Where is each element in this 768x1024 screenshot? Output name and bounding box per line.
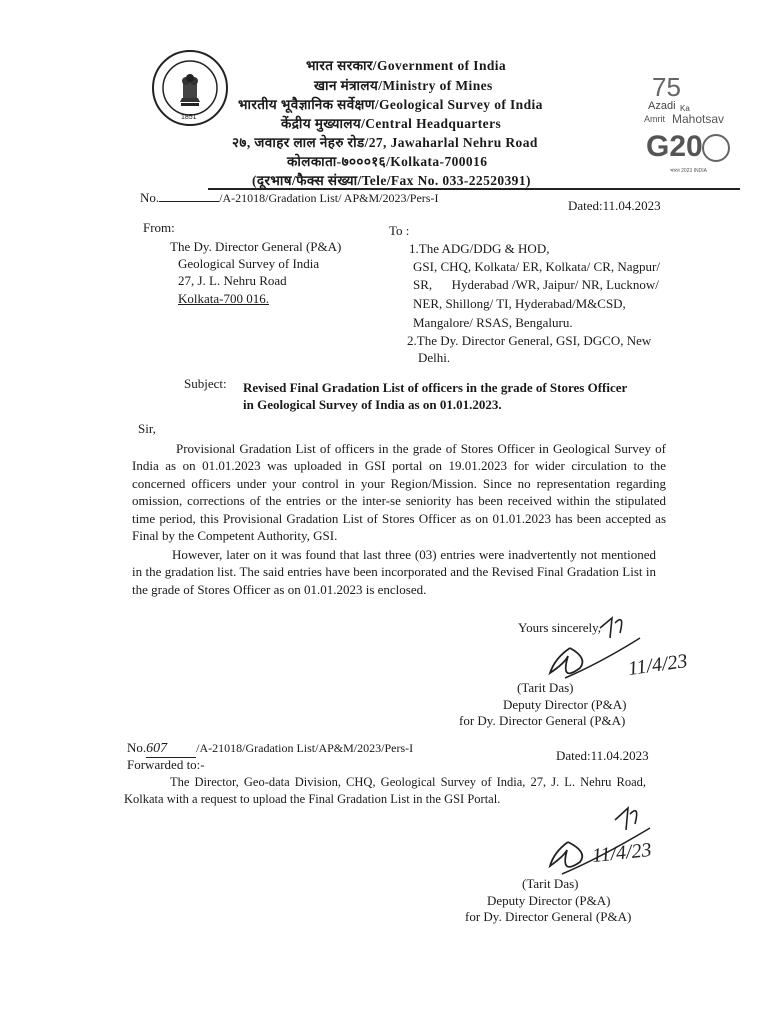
signature-1-designation: Deputy Director (P&A) bbox=[503, 697, 627, 712]
ref-dated-label: Dated: bbox=[568, 198, 603, 213]
ref-no-label: No. bbox=[140, 190, 160, 205]
forwarded-label: Forwarded to:- bbox=[127, 757, 205, 772]
to-line-7: Delhi. bbox=[418, 350, 451, 365]
header-line-6: कोलकाता-७०००१६/Kolkata-700016 bbox=[287, 154, 488, 169]
ref-number bbox=[140, 189, 438, 207]
g20-subtitle: भारत 2023 INDIA bbox=[670, 168, 707, 174]
from-line-1: The Dy. Director General (P&A) bbox=[170, 239, 342, 254]
to-line-2: GSI, CHQ, Kolkata/ ER, Kolkata/ CR, Nagpur/ bbox=[413, 259, 660, 274]
ref2-dated-label: Dated: bbox=[556, 748, 591, 763]
emblem-year: 1851 bbox=[181, 114, 197, 121]
to-line-1: 1.The ADG/DDG & HOD, bbox=[409, 241, 550, 256]
ref2-dated-value: 11.04.2023 bbox=[590, 748, 649, 763]
body-paragraph-2: However, later on it was found that last three (03) entries were inadvertently not mentioned in the gradation list. The said entries have been incorporated and the Revised Final Gradation List in the grade of Stores Officer as on 01.01.2023 is enclosed. bbox=[132, 547, 656, 597]
signature-1-date: 11/4/23 bbox=[626, 649, 689, 681]
header-line-1: भारत सरकार/Government of India bbox=[306, 58, 507, 73]
body-paragraph-1: Provisional Gradation List of officers in the grade of Stores Officer in Geological Survey of India as on 01.01.2023 was uploaded in GSI portal on 19.01.2023 for wider circulation to the concerned officers under your control in your Region/Mission. Since no representation regarding omission, corrections of the entries or the inter-se seniority has been received within the stipulated time period, this Provisional Gradation List of Stores Officer as on 01.01.2023 has been accepted as Final by the Competent Authority, GSI. bbox=[132, 441, 666, 544]
salutation: Sir, bbox=[138, 421, 156, 436]
subject-line-2: in Geological Survey of India as on 01.01.2023. bbox=[243, 397, 502, 412]
to-label: To : bbox=[389, 223, 410, 238]
from-line-2: Geological Survey of India bbox=[178, 256, 320, 271]
subject-label: Subject: bbox=[184, 376, 227, 391]
signature-2-name: (Tarit Das) bbox=[522, 876, 579, 891]
g20-logo: G20 bbox=[646, 130, 703, 163]
signature-1-for: for Dy. Director General (P&A) bbox=[459, 713, 626, 728]
ref-no-blank bbox=[159, 201, 219, 202]
azadi-g20-logos bbox=[640, 70, 750, 190]
to-line-5: Mangalore/ RSAS, Bengaluru. bbox=[413, 315, 573, 330]
subject-line-1: Revised Final Gradation List of officers in the grade of Stores Officer bbox=[243, 380, 628, 395]
signature-2-designation: Deputy Director (P&A) bbox=[487, 893, 611, 908]
from-line-3: 27, J. L. Nehru Road bbox=[178, 273, 287, 288]
azadi-mahotsav: Mahotsav bbox=[672, 112, 725, 126]
azadi-ka: Ka bbox=[680, 104, 690, 113]
header-line-3: भारतीय भूवैज्ञानिक सर्वेक्षण/Geological Survey of India bbox=[238, 97, 543, 112]
header-line-2: खान मंत्रालय/Ministry of Mines bbox=[314, 78, 493, 93]
g20-earth-icon bbox=[702, 134, 730, 162]
gsi-emblem-icon bbox=[150, 48, 230, 128]
header-line-4: केंद्रीय मुख्यालय/Central Headquarters bbox=[281, 116, 502, 131]
azadi-75-icon: 75 bbox=[652, 72, 681, 102]
header-line-5: २७, जवाहर लाल नेहरु रोड/27, Jawaharlal Nehru Road bbox=[232, 135, 538, 150]
azadi-amrit: Amrit bbox=[644, 114, 665, 124]
to-line-3: SR, Hyderabad /WR, Jaipur/ NR, Lucknow/ bbox=[413, 277, 659, 292]
ref2-no-label: No. bbox=[127, 740, 147, 755]
ref-dated-value: 11.04.2023 bbox=[602, 198, 661, 213]
to-line-6: 2.The Dy. Director General, GSI, DGCO, New bbox=[407, 333, 652, 348]
forwarded-text: The Director, Geo-data Division, CHQ, Geological Survey of India, 27, J. L. Nehru Road, Kolkata with a request to upload the Final Gradation List in the GSI Portal. bbox=[124, 775, 646, 807]
ref2-no-text: /A-21018/Gradation List/AP&M/2023/Pers-I bbox=[196, 741, 414, 755]
from-label: From: bbox=[143, 220, 175, 235]
ref-no-text: /A-21018/Gradation List/ AP&M/2023/Pers-I bbox=[219, 191, 439, 205]
ref2-date bbox=[556, 747, 649, 764]
ref-date bbox=[568, 197, 661, 214]
closing-yours-sincerely: Yours sincerely, bbox=[518, 620, 602, 635]
signature-2-date: 11/4/23 bbox=[590, 838, 653, 868]
from-line-4: Kolkata-700 016. bbox=[178, 291, 269, 306]
azadi-word: Azadi bbox=[648, 100, 676, 112]
ref2-no-handwritten: 607 bbox=[146, 740, 196, 758]
to-line-4: NER, Shillong/ TI, Hyderabad/M&CSD, bbox=[413, 296, 626, 311]
header-line-7: (दूरभाष/फैक्स संख्या/Tele/Fax No. 033-22520391) bbox=[252, 173, 531, 188]
signature-2-for: for Dy. Director General (P&A) bbox=[465, 909, 632, 924]
signature-1-name: (Tarit Das) bbox=[517, 680, 574, 695]
